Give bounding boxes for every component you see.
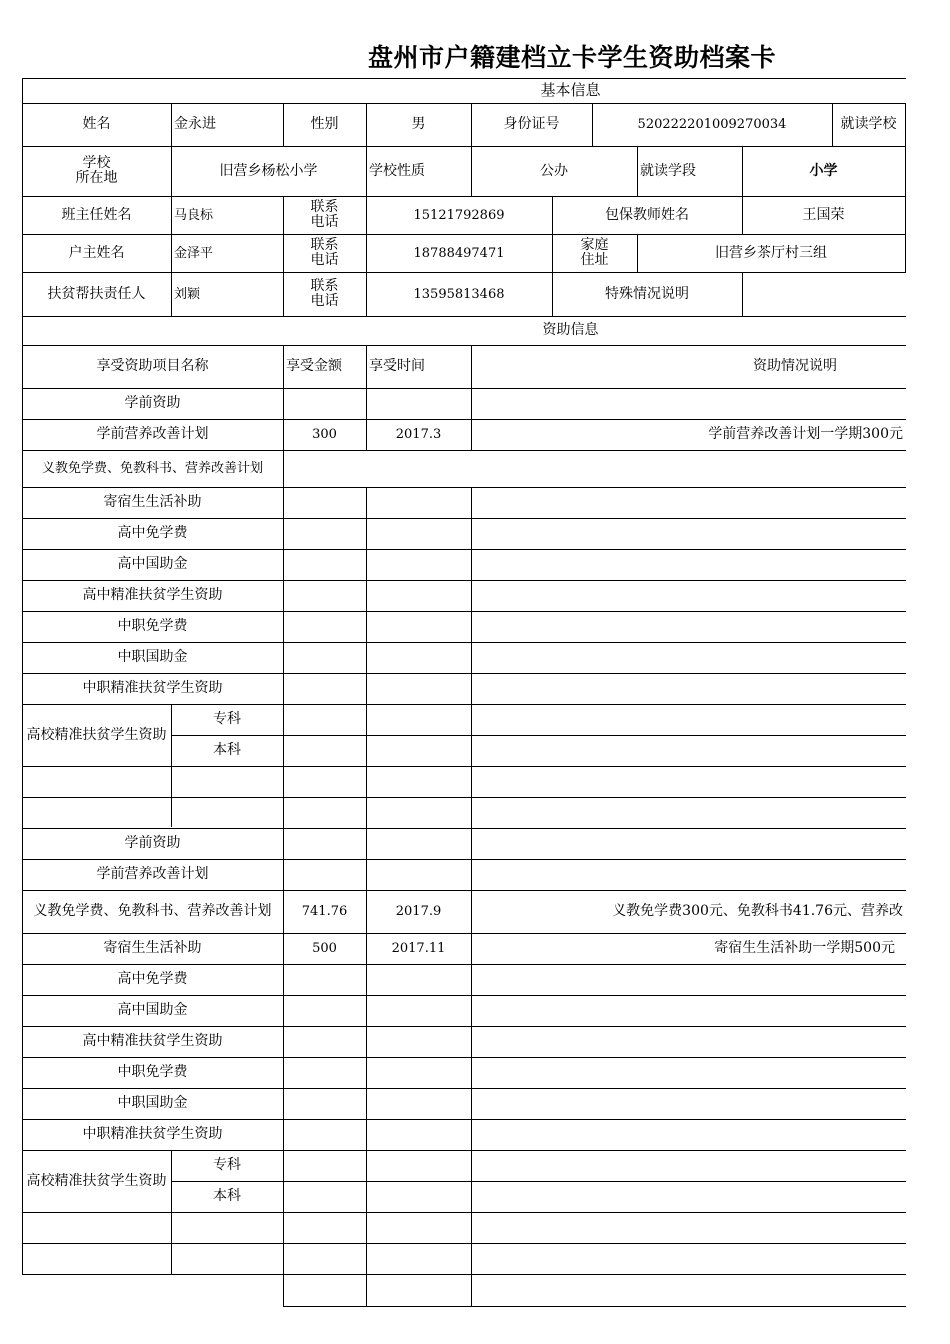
b2-r8-project: 中职国助金 — [117, 1095, 188, 1111]
school-type-value: 公办 — [540, 162, 568, 179]
basic-section-title: 基本信息 — [540, 81, 601, 99]
b1-r2-project: 义教免学费、免教科书、营养改善计划 — [41, 461, 263, 476]
school-location-value: 旧营乡杨松小学 — [219, 162, 318, 179]
header-time: 享受时间 — [369, 358, 425, 374]
school-type-label: 学校性质 — [369, 162, 425, 179]
b2-r5-project: 高中国助金 — [117, 1002, 188, 1018]
b1-college-sub1: 专科 — [213, 711, 241, 727]
header-amount: 享受金额 — [286, 358, 342, 374]
stage-label: 就读学段 — [640, 162, 696, 179]
gender-label: 性别 — [310, 116, 339, 132]
b1-r6-project: 高中精准扶贫学生资助 — [82, 587, 223, 603]
guarantee-teacher-label: 包保教师姓名 — [605, 206, 689, 223]
teacher-phone-value: 15121792869 — [413, 207, 505, 223]
aid-section-title: 资助信息 — [542, 322, 599, 338]
householder-phone-label: 联系 电话 — [310, 237, 339, 268]
b2-college-sub1: 专科 — [213, 1157, 241, 1173]
b2-r7-project: 中职免学费 — [117, 1064, 188, 1080]
b1-r1-amount: 300 — [312, 427, 337, 442]
b2-r2-desc: 义教免学费300元、免教科书41.76元、营养改 — [612, 903, 903, 919]
address-value: 旧营乡茶厅村三组 — [715, 244, 827, 261]
b1-r1-time: 2017.3 — [395, 427, 442, 442]
householder-label: 户主姓名 — [68, 244, 125, 261]
b1-r9-project: 中职精准扶贫学生资助 — [82, 680, 223, 696]
name-value: 金永进 — [174, 116, 216, 132]
b2-college-label: 高校精准扶贫学生资助 — [26, 1172, 167, 1189]
header-project: 享受资助项目名称 — [96, 358, 209, 374]
b2-r1-project: 学前营养改善计划 — [96, 866, 209, 882]
b1-r8-project: 中职国助金 — [117, 649, 188, 665]
teacher-phone-label: 联系 电话 — [310, 199, 339, 230]
school-label: 就读学校 — [840, 116, 897, 132]
teacher-label: 班主任姓名 — [61, 206, 132, 223]
b2-r3-amount: 500 — [312, 941, 337, 956]
b2-r3-time: 2017.11 — [391, 941, 446, 956]
b2-r4-project: 高中免学费 — [117, 971, 188, 987]
helper-phone-value: 13595813468 — [413, 286, 505, 302]
b2-r0-project: 学前资助 — [124, 835, 181, 851]
b2-r3-project: 寄宿生生活补助 — [103, 940, 202, 956]
special-value — [742, 272, 905, 316]
teacher-value: 马良标 — [174, 207, 214, 223]
b1-r5-project: 高中国助金 — [117, 556, 188, 572]
b1-r1-desc: 学前营养改善计划一学期300元 — [708, 426, 903, 442]
address-label: 家庭 住址 — [580, 237, 609, 268]
helper-phone-label: 联系 电话 — [310, 278, 339, 309]
b1-r0-project: 学前资助 — [124, 395, 181, 411]
b1-college-sub2: 本科 — [213, 742, 241, 758]
page-title: 盘州市户籍建档立卡学生资助档案卡 — [367, 43, 776, 72]
guarantee-teacher-value: 王国荣 — [802, 206, 845, 223]
school-location-label: 学校 所在地 — [75, 155, 118, 186]
special-label: 特殊情况说明 — [605, 285, 689, 302]
b1-r3-project: 寄宿生生活补助 — [103, 494, 202, 510]
householder-value: 金泽平 — [174, 245, 214, 261]
b2-r6-project: 高中精准扶贫学生资助 — [82, 1033, 223, 1049]
helper-label: 扶贫帮扶责任人 — [47, 285, 146, 302]
stage-value: 小学 — [809, 162, 838, 179]
b2-r3-desc: 寄宿生生活补助一学期500元 — [714, 940, 895, 956]
b1-r4-project: 高中免学费 — [117, 525, 188, 541]
id-value: 520222201009270034 — [637, 117, 787, 132]
id-label: 身份证号 — [503, 116, 560, 132]
name-label: 姓名 — [82, 116, 111, 132]
gender-value: 男 — [411, 116, 426, 132]
b1-r1-project: 学前营养改善计划 — [96, 426, 209, 442]
b2-r2-amount: 741.76 — [301, 904, 348, 919]
householder-phone-value: 18788497471 — [413, 245, 505, 261]
b2-r2-project: 义教免学费、免教科书、营养改善计划 — [33, 903, 272, 919]
b2-college-sub2: 本科 — [213, 1188, 241, 1204]
header-desc: 资助情况说明 — [753, 358, 837, 374]
b2-r9-project: 中职精准扶贫学生资助 — [82, 1126, 223, 1142]
b2-r2-time: 2017.9 — [395, 904, 442, 919]
b1-college-label: 高校精准扶贫学生资助 — [26, 726, 167, 743]
b1-r7-project: 中职免学费 — [117, 618, 188, 634]
helper-value: 刘颖 — [174, 286, 201, 302]
